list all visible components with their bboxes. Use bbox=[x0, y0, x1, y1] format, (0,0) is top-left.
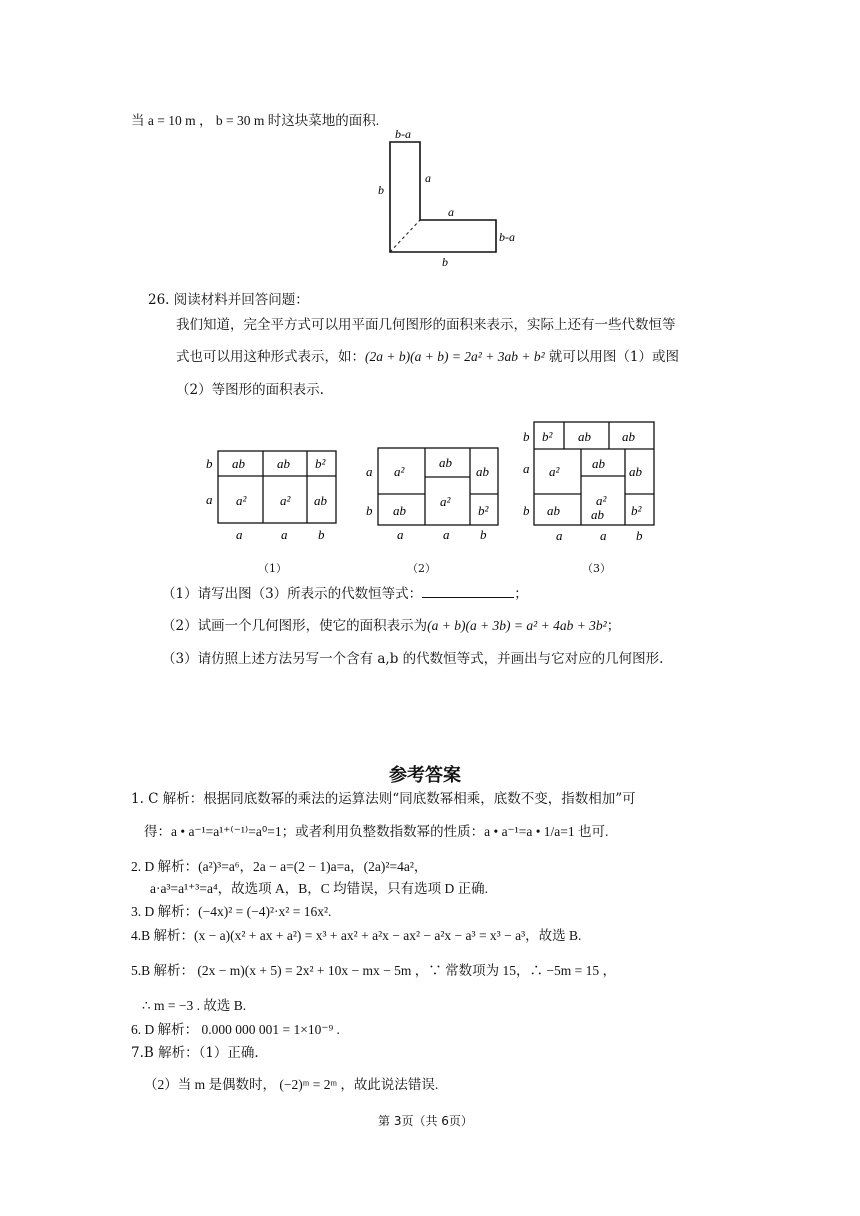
fig3-cell: ab bbox=[622, 429, 635, 444]
answer-6: 6. D 解析： 0.000 000 001 = 1×10⁻⁹ . bbox=[131, 1022, 340, 1037]
lshape-inner-v-label: a bbox=[425, 171, 431, 185]
fig1-bottom-label: b bbox=[318, 527, 325, 542]
answer-5-line2: ∴ m = −3 . 故选 B. bbox=[142, 998, 247, 1013]
fig3-cell: ab bbox=[629, 464, 642, 479]
fig3-bottom-label: a bbox=[600, 528, 607, 543]
q26-paragraph-line1: 我们知道，完全平方式可以用平面几何图形的面积来表示，实际上还有一些代数恒等 bbox=[176, 317, 676, 333]
fig1-cell: ab bbox=[232, 456, 245, 471]
answer-2-line2: a·a³=a¹⁺³=a⁴，故选项 A，B，C 均错误，只有选项 D 正确. bbox=[150, 881, 489, 896]
fig2-cell: b² bbox=[478, 503, 489, 518]
answer-2-line1: 2. D 解析：(a²)³=a⁶，2a − a=(2 − 1)a=a，(2a)²=4a²， bbox=[131, 859, 428, 874]
l-shape-outline bbox=[390, 142, 496, 252]
q26-sub1-end: ； bbox=[514, 586, 528, 602]
fig2-bottom-label: b bbox=[480, 527, 487, 542]
fig2-side-label: a bbox=[366, 464, 373, 479]
answer-7-line1: 7.B 解析：（1）正确. bbox=[131, 1045, 259, 1061]
fig3-cell: ab bbox=[578, 429, 591, 444]
fig3-cell: b² bbox=[631, 503, 642, 518]
q26-subquestion-1 bbox=[162, 582, 528, 602]
fig1-cell: ab bbox=[277, 456, 290, 471]
lshape-right-label: b-a bbox=[499, 230, 515, 244]
l-shape-figure bbox=[370, 128, 530, 270]
q26-subquestion-3: （3）请仿照上述方法另写一个含有 a,b 的代数恒等式，并画出与它对应的几何图形. bbox=[162, 651, 664, 667]
answer-1-line1: 1. C 解析：根据同底数幂的乘法的运算法则“同底数幂相乘，底数不变，指数相加”可 bbox=[131, 791, 636, 807]
answer-3: 3. D 解析：(−4x)² = (−4)²·x² = 16x². bbox=[131, 904, 332, 919]
q26-sub2-end: ； bbox=[606, 618, 621, 634]
fig1-cell: a² bbox=[280, 493, 291, 508]
fig2-cell: ab bbox=[393, 503, 406, 518]
fig3-side-label: b bbox=[523, 429, 530, 444]
q26-p2-pre: 式也可以用这种形式表示，如： bbox=[176, 349, 365, 365]
q26-header: 26. 阅读材料并回答问题： bbox=[148, 292, 309, 308]
fig2-cell: ab bbox=[476, 464, 489, 479]
answer-5-line1: 5.B 解析： (2x − m)(x + 5) = 2x² + 10x − mx − 5m ，∵ 常数项为 15，∴ −5m = 15 ， bbox=[131, 963, 616, 978]
fig3-cell: a² bbox=[596, 493, 607, 508]
figure-1-caption: （1） bbox=[258, 562, 287, 575]
fig1-cell: b² bbox=[315, 456, 326, 471]
q26-paragraph-line2 bbox=[176, 345, 679, 365]
figure-3-caption: （3） bbox=[582, 562, 611, 575]
figure-2 bbox=[360, 444, 510, 544]
fig2-side-label: b bbox=[366, 503, 373, 518]
lshape-left-label: b bbox=[378, 183, 384, 197]
fig1-side-label: a bbox=[206, 492, 213, 507]
q26-p2-post: 就可以用图（1）或图 bbox=[544, 349, 680, 365]
q26-paragraph-line3: （2）等图形的面积表示. bbox=[176, 382, 324, 398]
fig3-side-label: a bbox=[523, 461, 530, 476]
page-footer: 第 3页（共 6页） bbox=[378, 1114, 473, 1128]
figure-1 bbox=[198, 444, 346, 544]
fig3-cell: ab bbox=[591, 507, 604, 522]
l-shape-diagonal bbox=[390, 220, 420, 252]
fig3-side-label: b bbox=[523, 503, 530, 518]
answer-blank[interactable] bbox=[422, 585, 514, 598]
fig2-cell: a² bbox=[394, 464, 405, 479]
figure-2-caption: （2） bbox=[407, 562, 436, 575]
fig1-cell: a² bbox=[236, 493, 247, 508]
fig3-cell: a² bbox=[549, 464, 560, 479]
q26-sub2-text: （2）试画一个几何图形，使它的面积表示为 bbox=[162, 618, 428, 634]
answer-7-line2: （2）当 m 是偶数时， (−2)ᵐ = 2ᵐ ，故此说法错误. bbox=[144, 1077, 439, 1092]
q26-p2-equation: (2a + b)(a + b) = 2a² + 3ab + b² bbox=[365, 349, 545, 364]
fig2-bottom-label: a bbox=[397, 527, 404, 542]
fig1-bottom-label: a bbox=[236, 527, 243, 542]
fig1-side-label: b bbox=[206, 456, 213, 471]
q26-sub1-text: （1）请写出图（3）所表示的代数恒等式： bbox=[162, 586, 423, 602]
fig2-bottom-label: a bbox=[443, 527, 450, 542]
fig3-cell: ab bbox=[547, 503, 560, 518]
fig1-cell: ab bbox=[314, 493, 327, 508]
figure-3 bbox=[518, 418, 663, 546]
fig2-cell: ab bbox=[439, 455, 452, 470]
q25-tail: 当 a = 10 m ， b = 30 m 时这块菜地的面积. bbox=[131, 113, 380, 128]
answer-1-line2: 得：a • a⁻¹=a¹⁺⁽⁻¹⁾=a⁰=1；或者利用负整数指数幂的性质：a • a⁻¹=a • 1/a=1 也可. bbox=[144, 824, 609, 839]
fig3-cell: ab bbox=[592, 456, 605, 471]
lshape-top-label: b-a bbox=[395, 128, 411, 141]
fig1-bottom-label: a bbox=[281, 527, 288, 542]
q26-sub2-equation: (a + b)(a + 3b) = a² + 4ab + 3b² bbox=[427, 618, 607, 633]
fig3-cell: b² bbox=[542, 429, 553, 444]
answers-title: 参考答案 bbox=[389, 765, 461, 786]
fig2-cell: a² bbox=[440, 494, 451, 509]
lshape-bottom-label: b bbox=[442, 255, 448, 269]
fig3-bottom-label: a bbox=[556, 528, 563, 543]
q26-subquestion-2 bbox=[162, 614, 620, 634]
answer-4: 4.B 解析：(x − a)(x² + ax + a²) = x³ + ax² + a²x − ax² − a²x − a³ = x³ − a³，故选 B. bbox=[131, 928, 582, 943]
lshape-inner-h-label: a bbox=[448, 205, 454, 219]
fig3-bottom-label: b bbox=[636, 528, 643, 543]
